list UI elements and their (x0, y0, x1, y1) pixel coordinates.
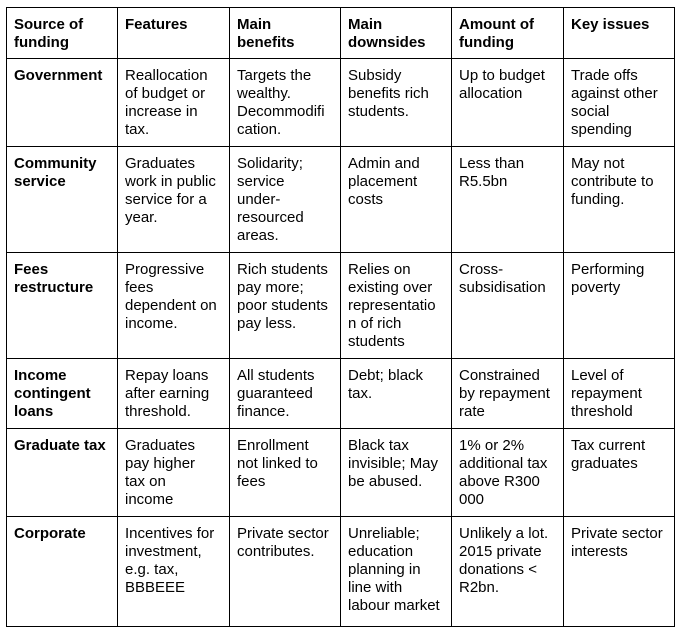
row-benefits: Private sector contributes. (230, 517, 341, 627)
row-issues: Tax current graduates (564, 429, 675, 517)
row-amount: Constrained by repayment rate (452, 359, 564, 429)
row-issues: Level of repayment threshold (564, 359, 675, 429)
row-issues: May not contribute to funding. (564, 147, 675, 253)
row-features: Incentives for investment, e.g. tax, BBBEEE (118, 517, 230, 627)
table-row (7, 253, 675, 359)
row-issues: Private sector interests (564, 517, 675, 627)
row-source: Government (7, 59, 118, 147)
row-amount: Less than R5.5bn (452, 147, 564, 253)
row-issues: Trade offs against other social spending (564, 59, 675, 147)
row-source: Community service (7, 147, 118, 253)
row-benefits: Targets the wealthy. Decommodifi cation. (230, 59, 341, 147)
table-header-row (7, 8, 675, 59)
document-page (6, 7, 674, 627)
row-features: Graduates work in public service for a year. (118, 147, 230, 253)
row-downsides: Admin and placement costs (341, 147, 452, 253)
header-key-issues: Key issues (564, 8, 675, 59)
row-amount: Up to budget allocation (452, 59, 564, 147)
table-row (7, 429, 675, 517)
header-main-downsides: Main downsides (341, 8, 452, 59)
row-benefits: Rich students pay more; poor students pay less. (230, 253, 341, 359)
row-source: Graduate tax (7, 429, 118, 517)
row-benefits: All students guaranteed finance. (230, 359, 341, 429)
row-amount: Cross- subsidisation (452, 253, 564, 359)
table-row (7, 359, 675, 429)
row-downsides: Unreliable; education planning in line with labour market (341, 517, 452, 627)
row-features: Progressive fees dependent on income. (118, 253, 230, 359)
row-amount: Unlikely a lot. 2015 private donations < R2bn. (452, 517, 564, 627)
row-source: Income contingent loans (7, 359, 118, 429)
row-source: Corporate (7, 517, 118, 627)
header-amount-of-funding: Amount of funding (452, 8, 564, 59)
row-downsides: Relies on existing over representatio n of rich students (341, 253, 452, 359)
table-row (7, 517, 675, 627)
row-benefits: Enrollment not linked to fees (230, 429, 341, 517)
row-downsides: Black tax invisible; May be abused. (341, 429, 452, 517)
funding-sources-table (6, 7, 675, 627)
row-features: Graduates pay higher tax on income (118, 429, 230, 517)
row-source: Fees restructure (7, 253, 118, 359)
row-benefits: Solidarity; service under- resourced areas. (230, 147, 341, 253)
row-downsides: Subsidy benefits rich students. (341, 59, 452, 147)
row-features: Repay loans after earning threshold. (118, 359, 230, 429)
row-features: Reallocation of budget or increase in tax. (118, 59, 230, 147)
header-source-of-funding: Source of funding (7, 8, 118, 59)
header-features: Features (118, 8, 230, 59)
table-row (7, 147, 675, 253)
row-amount: 1% or 2% additional tax above R300 000 (452, 429, 564, 517)
row-issues: Performing poverty (564, 253, 675, 359)
row-downsides: Debt; black tax. (341, 359, 452, 429)
table-row (7, 59, 675, 147)
header-main-benefits: Main benefits (230, 8, 341, 59)
